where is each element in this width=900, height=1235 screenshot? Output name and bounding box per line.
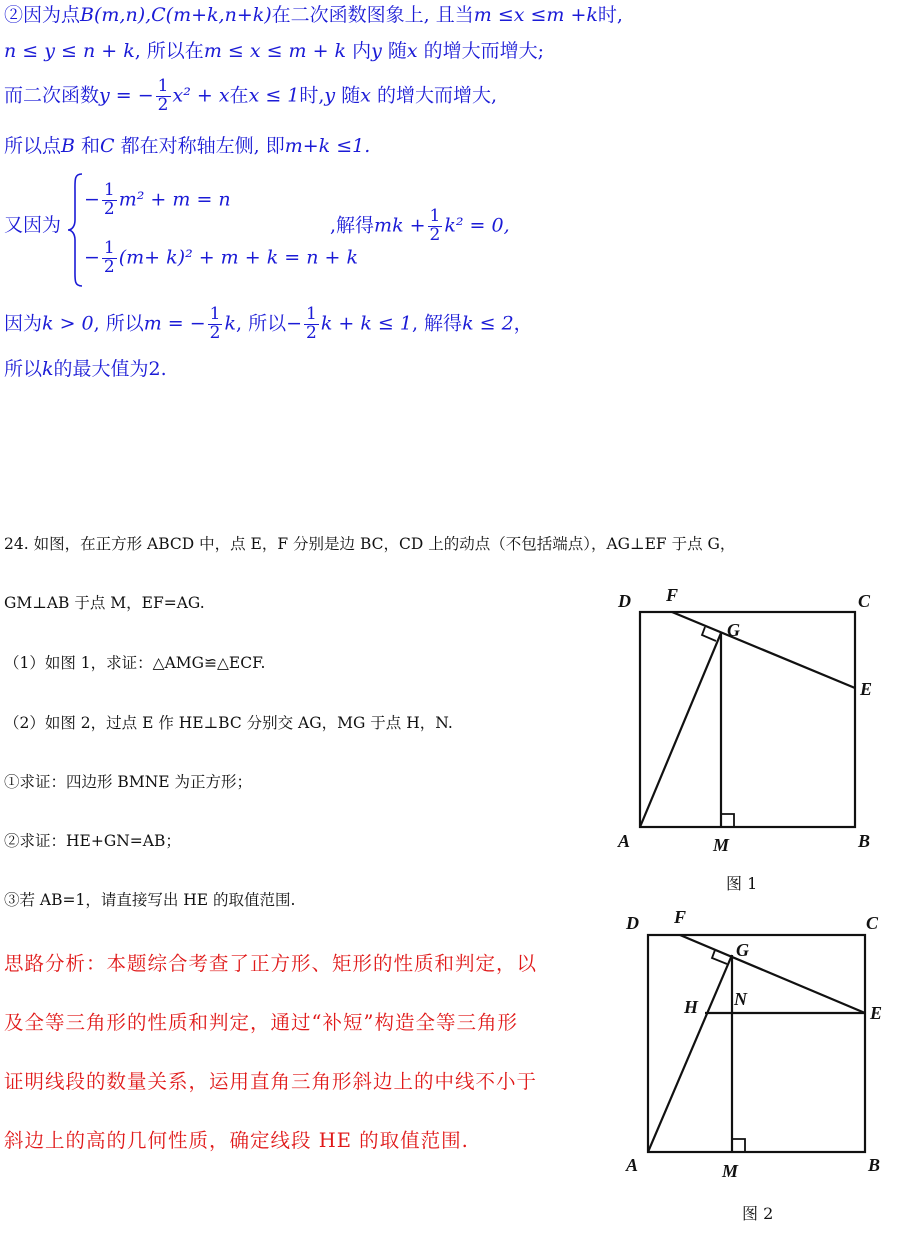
solution-line-2 — [4, 42, 544, 61]
text: y — [324, 84, 336, 107]
text: B — [80, 4, 94, 26]
figure-2-caption: 图 2 — [742, 1204, 774, 1223]
text: 随 — [381, 40, 407, 62]
text: 的增大而增大, — [370, 84, 498, 107]
segment-ag — [640, 633, 721, 827]
text: 所以 — [4, 358, 43, 380]
text: 因为 — [4, 312, 43, 335]
fraction — [428, 208, 443, 245]
right-angle-mark-m — [721, 814, 734, 827]
text: k > 0 — [42, 312, 94, 335]
label-e: E — [870, 1003, 883, 1023]
label-h: H — [684, 997, 699, 1017]
text: mk + — [374, 214, 426, 237]
fraction — [156, 78, 171, 115]
fraction — [102, 182, 117, 219]
segment-ag — [648, 955, 732, 1152]
text: , 解得 — [411, 312, 463, 335]
label-m: M — [713, 835, 730, 855]
text: C — [100, 135, 115, 157]
system-equation-1 — [84, 182, 231, 219]
text: 的最大值为2. — [53, 358, 167, 380]
denominator: 2 — [429, 224, 441, 245]
figure-2 — [610, 905, 890, 1185]
solution-line-6 — [4, 306, 533, 343]
text: ， — [513, 312, 533, 335]
label-b: B — [858, 831, 871, 851]
label-d: D — [626, 913, 639, 933]
numerator: 1 — [209, 304, 221, 324]
text: 随 — [335, 84, 361, 107]
label-n: N — [734, 989, 747, 1009]
problem-part-1: （1）如图 1，求证：△AMG≌△ECF. — [4, 654, 266, 672]
solution-line-3 — [4, 78, 497, 115]
label-c: C — [866, 913, 879, 933]
denominator: 2 — [157, 94, 169, 115]
text: k ≤ 2 — [462, 312, 514, 335]
text: − — [286, 312, 303, 335]
text: m = − — [143, 312, 206, 335]
text: 在 — [229, 84, 249, 107]
denominator: 2 — [103, 198, 115, 219]
text: n ≤ y ≤ n + k — [4, 40, 135, 62]
text: m ≤x ≤m +k — [473, 4, 598, 26]
text: 时, — [299, 84, 325, 107]
fraction — [304, 306, 319, 343]
numerator: 1 — [157, 76, 169, 96]
problem-part-2: （2）如图 2，过点 E 作 HE⊥BC 分别交 AG，MG 于点 H，N. — [4, 714, 453, 732]
text: y — [371, 40, 382, 62]
text: y = − — [99, 84, 154, 107]
figure-1 — [610, 585, 890, 855]
label-g: G — [727, 620, 740, 640]
analysis-line-3: 证明线段的数量关系，运用直角三角形斜边上的中线不小于 — [4, 1070, 538, 1093]
text: ,解得 — [330, 214, 375, 237]
right-angle-mark-m — [732, 1139, 745, 1152]
solution-line-1 — [4, 6, 623, 25]
numerator: 1 — [103, 238, 115, 258]
figure-1-caption: 图 1 — [726, 874, 758, 893]
segment-ef — [672, 612, 855, 688]
text: k — [42, 358, 54, 380]
label-m: M — [722, 1161, 739, 1181]
label-a: A — [618, 831, 631, 851]
text: x² + x — [172, 84, 230, 107]
solution-line-7 — [4, 360, 167, 379]
analysis-line-1: 思路分析：本题综合考查了正方形、矩形的性质和判定，以 — [4, 952, 538, 975]
analysis-line-2: 及全等三角形的性质和判定，通过“补短”构造全等三角形 — [4, 1011, 518, 1034]
numerator: 1 — [103, 180, 115, 200]
text: 时, — [597, 4, 623, 26]
text: m ≤ x ≤ m + k — [203, 40, 347, 62]
text: m+k ≤1. — [284, 135, 371, 157]
text: k² = 0, — [444, 214, 510, 237]
text: x — [406, 40, 418, 62]
problem-sub-2: ②求证：HE+GN=AB； — [4, 832, 181, 850]
label-c: C — [858, 591, 871, 611]
system-solution — [330, 208, 510, 245]
text: 都在对称轴左侧, 即 — [114, 135, 285, 157]
numerator: 1 — [429, 206, 441, 226]
text: − — [84, 246, 100, 269]
segment-ef — [680, 935, 865, 1013]
text: (m+ k)² + m + k = n + k — [118, 246, 358, 269]
text: 所以点 — [4, 135, 62, 157]
text: x ≤ 1 — [248, 84, 300, 107]
text: 而二次函数 — [4, 84, 100, 107]
problem-line-1: 24. 如图，在正方形 ABCD 中，点 E，F 分别是边 BC，CD 上的动点（不包括端点），AG⊥EF 于点 G， — [4, 535, 736, 553]
brace-icon — [66, 172, 84, 288]
label-d: D — [618, 591, 631, 611]
text: 的增大而增大; — [417, 40, 545, 62]
text: 内 — [346, 40, 372, 62]
text: k — [224, 312, 236, 335]
denominator: 2 — [209, 322, 221, 343]
text: 在二次函数图象上, 且当 — [271, 4, 474, 26]
problem-sub-1: ①求证：四边形 BMNE 为正方形； — [4, 773, 252, 791]
denominator: 2 — [103, 256, 115, 277]
fraction — [102, 240, 117, 277]
problem-sub-3: ③若 AB=1，请直接写出 HE 的取值范围. — [4, 891, 296, 909]
numerator: 1 — [306, 304, 317, 324]
label-e: E — [860, 679, 873, 699]
system-equation-2 — [84, 240, 358, 277]
label-b: B — [868, 1155, 881, 1175]
fraction — [208, 306, 223, 343]
text: − — [84, 188, 100, 211]
label-g: G — [736, 940, 749, 960]
text: (m,n),C(m+k,n+k) — [93, 4, 272, 26]
label-f: F — [674, 907, 687, 927]
text: ②因为点 — [4, 4, 81, 26]
text: , 所以在 — [134, 40, 204, 62]
label-f: F — [666, 585, 679, 605]
system-label: 又因为 — [4, 214, 62, 236]
text: m² + m = n — [118, 188, 231, 211]
label-a: A — [626, 1155, 639, 1175]
analysis-line-4: 斜边上的高的几何性质，确定线段 HE 的取值范围. — [4, 1129, 469, 1152]
text: B — [61, 135, 75, 157]
problem-line-2: GM⊥AB 于点 M，EF=AG. — [4, 594, 205, 612]
text: , 所以 — [93, 312, 144, 335]
denominator: 2 — [306, 322, 317, 343]
solution-line-4 — [4, 137, 370, 156]
text: k + k ≤ 1 — [320, 312, 412, 335]
text: , 所以 — [236, 312, 287, 335]
text: x — [360, 84, 371, 107]
text: 和 — [74, 135, 101, 157]
